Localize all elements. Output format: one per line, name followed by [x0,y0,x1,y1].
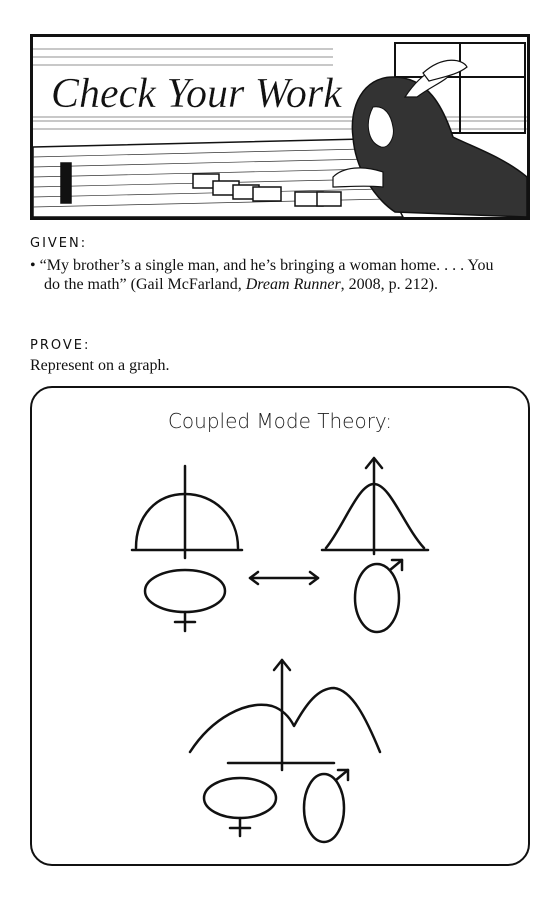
given-label: GIVEN: [30,236,88,251]
quote-text: “My brother’s a single man, and he’s bringing a woman home. . . . You do the math” (Gail McFarland, [39,257,494,293]
diagram-box [30,386,530,866]
coupling-double-arrow [250,572,318,584]
male-symbol-1 [355,560,402,632]
prove-label: PROVE: [30,338,91,353]
header-banner [30,34,530,220]
given-item [30,256,510,294]
banner-title: Check Your Work [51,71,342,117]
diagram-title: Coupled Mode Theory: [167,409,393,433]
given-list [30,256,510,294]
banner-illustration [33,37,527,217]
book-title: Dream Runner [245,276,341,293]
prove-text: Represent on a graph. [30,357,170,374]
female-symbol-2 [204,778,276,836]
male-symbol-2 [304,770,348,842]
coupled-curve-graph [190,660,380,770]
male-bell-curve-graph [322,458,428,554]
list-bullet: • [30,257,36,274]
female-symbol-1 [145,570,225,631]
citation-text: , 2008, p. 212). [340,276,438,293]
female-semicircle-graph [132,466,242,558]
coupled-mode-diagram [32,388,528,864]
